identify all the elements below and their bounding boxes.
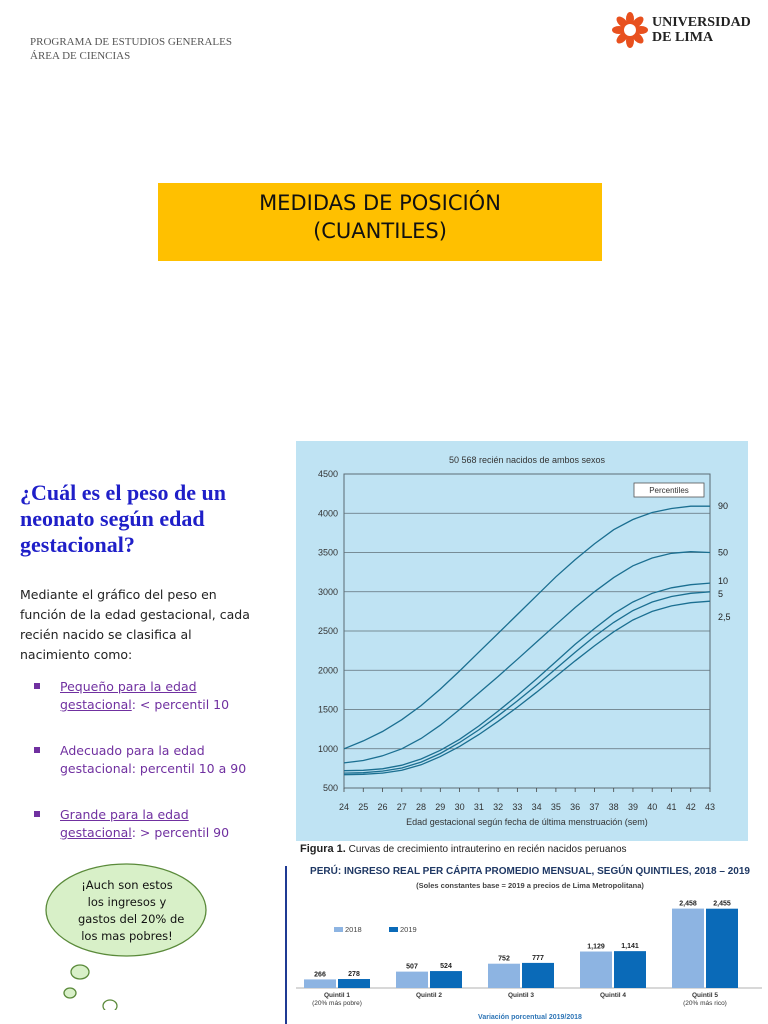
x-tick-label: 42 bbox=[685, 802, 696, 812]
bullet-rest: : > percentil 90 bbox=[131, 825, 230, 840]
bar-value-label: 278 bbox=[348, 971, 360, 979]
bullet-rest: : percentil 10 a 90 bbox=[131, 761, 247, 776]
x-tick-label: 43 bbox=[704, 802, 716, 812]
bullet-rest: : < percentil 10 bbox=[131, 697, 230, 712]
x-tick-label: 38 bbox=[608, 802, 619, 812]
series-label: 2,5 bbox=[718, 612, 731, 623]
income-bar bbox=[396, 972, 428, 988]
y-tick-label: 3500 bbox=[317, 547, 338, 558]
bullet-square-icon bbox=[34, 683, 40, 689]
x-axis-label: Edad gestacional según fecha de última menstruación (sem) bbox=[406, 817, 648, 827]
description-line1: Mediante el gráfico del peso en bbox=[20, 587, 217, 602]
question-heading bbox=[20, 480, 280, 558]
bullet-term-line2: gestacional bbox=[60, 761, 132, 776]
bullet-term-line1: Adecuado para la edad bbox=[60, 743, 205, 758]
bubble-line3: gastos del 20% de bbox=[78, 912, 185, 926]
income-bar bbox=[304, 979, 336, 988]
series-label: 5 bbox=[718, 588, 724, 599]
program-header bbox=[30, 35, 290, 63]
description-line2: función de la edad gestacional, cada bbox=[20, 607, 250, 622]
y-tick-label: 3000 bbox=[317, 586, 338, 597]
growth-chart-panel bbox=[296, 441, 748, 841]
income-chart-footer: Variación porcentual 2019/2018 bbox=[478, 1014, 582, 1021]
legend-swatch-2018 bbox=[334, 927, 343, 932]
category-note: (20% más rico) bbox=[683, 1000, 727, 1007]
classification-list bbox=[34, 678, 274, 870]
series-label: 50 bbox=[718, 547, 729, 558]
divider-line bbox=[285, 866, 287, 1024]
x-tick-label: 29 bbox=[435, 802, 446, 812]
x-tick-label: 40 bbox=[647, 802, 658, 812]
question-line1: ¿Cuál es el peso de un bbox=[20, 480, 226, 505]
bubble-line2: los ingresos y bbox=[87, 895, 167, 909]
category-label: Quintil 2 bbox=[416, 992, 442, 999]
income-bar bbox=[430, 971, 462, 988]
y-tick-label: 4500 bbox=[317, 469, 338, 479]
income-chart-subtitle: (Soles constantes base = 2019 a precios de Lima Metropolitana) bbox=[416, 881, 644, 890]
thought-bubble bbox=[38, 860, 218, 1010]
category-label: Quintil 3 bbox=[508, 992, 534, 999]
income-chart-panel bbox=[292, 864, 768, 1024]
list-item bbox=[34, 678, 274, 714]
category-label: Quintil 4 bbox=[600, 992, 626, 999]
program-name: PROGRAMA DE ESTUDIOS GENERALES bbox=[30, 36, 232, 48]
figure-label: Figura 1. bbox=[300, 843, 346, 855]
legend-label-2019: 2019 bbox=[400, 925, 417, 934]
x-tick-label: 26 bbox=[377, 802, 388, 812]
legend-title: Percentiles bbox=[649, 486, 689, 495]
bullet-term-line2: gestacional bbox=[60, 825, 132, 840]
y-tick-label: 1500 bbox=[317, 704, 338, 715]
university-logo bbox=[612, 12, 762, 52]
x-tick-label: 41 bbox=[666, 802, 677, 812]
bullet-term-line1: Pequeño para la edad bbox=[60, 679, 197, 694]
legend-swatch-2019 bbox=[389, 927, 398, 932]
income-bar bbox=[580, 952, 612, 988]
category-label: Quintil 1 bbox=[324, 992, 350, 999]
x-tick-label: 30 bbox=[454, 802, 465, 812]
category-label: Quintil 5 bbox=[692, 992, 718, 999]
growth-chart bbox=[296, 441, 748, 841]
category-note: (20% más pobre) bbox=[312, 1000, 362, 1007]
area-name: ÁREA DE CIENCIAS bbox=[30, 50, 131, 62]
sun-logo-icon bbox=[612, 12, 648, 48]
x-tick-label: 37 bbox=[589, 802, 600, 812]
title-line1: MEDIDAS DE POSICIÓN bbox=[259, 191, 501, 215]
x-tick-label: 35 bbox=[550, 802, 561, 812]
bullet-square-icon bbox=[34, 811, 40, 817]
x-tick-label: 33 bbox=[512, 802, 523, 812]
income-bar bbox=[488, 964, 520, 988]
bar-value-label: 507 bbox=[406, 963, 418, 971]
x-tick-label: 34 bbox=[531, 802, 542, 812]
x-tick-label: 32 bbox=[493, 802, 504, 812]
figure-text: Curvas de crecimiento intrauterino en recién nacidos peruanos bbox=[345, 844, 627, 855]
y-tick-label: 4000 bbox=[317, 508, 338, 519]
bar-value-label: 524 bbox=[440, 963, 452, 971]
y-tick-label: 500 bbox=[322, 783, 338, 793]
y-tick-label: 1000 bbox=[317, 743, 338, 754]
bullet-square-icon bbox=[34, 747, 40, 753]
bar-value-label: 777 bbox=[532, 954, 544, 962]
question-line3: gestacional? bbox=[20, 532, 135, 557]
income-bar bbox=[338, 979, 370, 988]
x-tick-label: 36 bbox=[570, 802, 581, 812]
x-tick-label: 25 bbox=[358, 802, 369, 812]
bar-value-label: 266 bbox=[314, 971, 326, 979]
logo-text-line2: DE LIMA bbox=[652, 30, 714, 45]
x-tick-label: 39 bbox=[627, 802, 638, 812]
y-tick-label: 2500 bbox=[317, 626, 338, 636]
x-tick-label: 31 bbox=[473, 802, 484, 812]
series-label: 10 bbox=[718, 576, 729, 587]
x-tick-label: 24 bbox=[338, 802, 350, 812]
title-line2: (CUANTILES) bbox=[313, 219, 447, 243]
bar-value-label: 2,455 bbox=[713, 900, 731, 908]
income-bar bbox=[706, 909, 738, 988]
series-label: 90 bbox=[718, 501, 729, 512]
income-bar bbox=[522, 963, 554, 988]
income-chart-title: PERÚ: INGRESO REAL PER CÁPITA PROMEDIO MENSUAL, SEGÚN QUINTILES, 2018 – 2019 bbox=[310, 866, 750, 877]
bar-value-label: 1,129 bbox=[587, 943, 605, 951]
description-line4: nacimiento como: bbox=[20, 647, 133, 662]
bubble-line4: los mas pobres! bbox=[81, 929, 173, 943]
income-bar bbox=[672, 909, 704, 988]
bar-value-label: 2,458 bbox=[679, 900, 697, 908]
bullet-term-line2: gestacional bbox=[60, 697, 132, 712]
bubble-line1: ¡Auch son estos bbox=[81, 878, 173, 892]
bar-value-label: 1,141 bbox=[621, 943, 639, 951]
description-line3: recién nacido se clasifica al bbox=[20, 627, 192, 642]
list-item bbox=[34, 806, 274, 842]
slide-title bbox=[158, 183, 602, 261]
question-line2: neonato según edad bbox=[20, 506, 205, 531]
x-tick-label: 28 bbox=[416, 802, 427, 812]
legend-label-2018: 2018 bbox=[345, 925, 362, 934]
chart-title: 50 568 recién nacidos de ambos sexos bbox=[448, 455, 606, 465]
y-tick-label: 2000 bbox=[317, 665, 338, 676]
x-tick-label: 27 bbox=[396, 802, 407, 812]
income-bar bbox=[614, 951, 646, 988]
logo-text-line1: UNIVERSIDAD bbox=[652, 15, 751, 30]
income-chart bbox=[292, 864, 768, 1024]
description-text bbox=[20, 585, 282, 665]
bullet-term-line1: Grande para la edad bbox=[60, 807, 189, 822]
figure-caption bbox=[300, 843, 750, 855]
list-item bbox=[34, 742, 274, 778]
bar-value-label: 752 bbox=[498, 955, 510, 963]
